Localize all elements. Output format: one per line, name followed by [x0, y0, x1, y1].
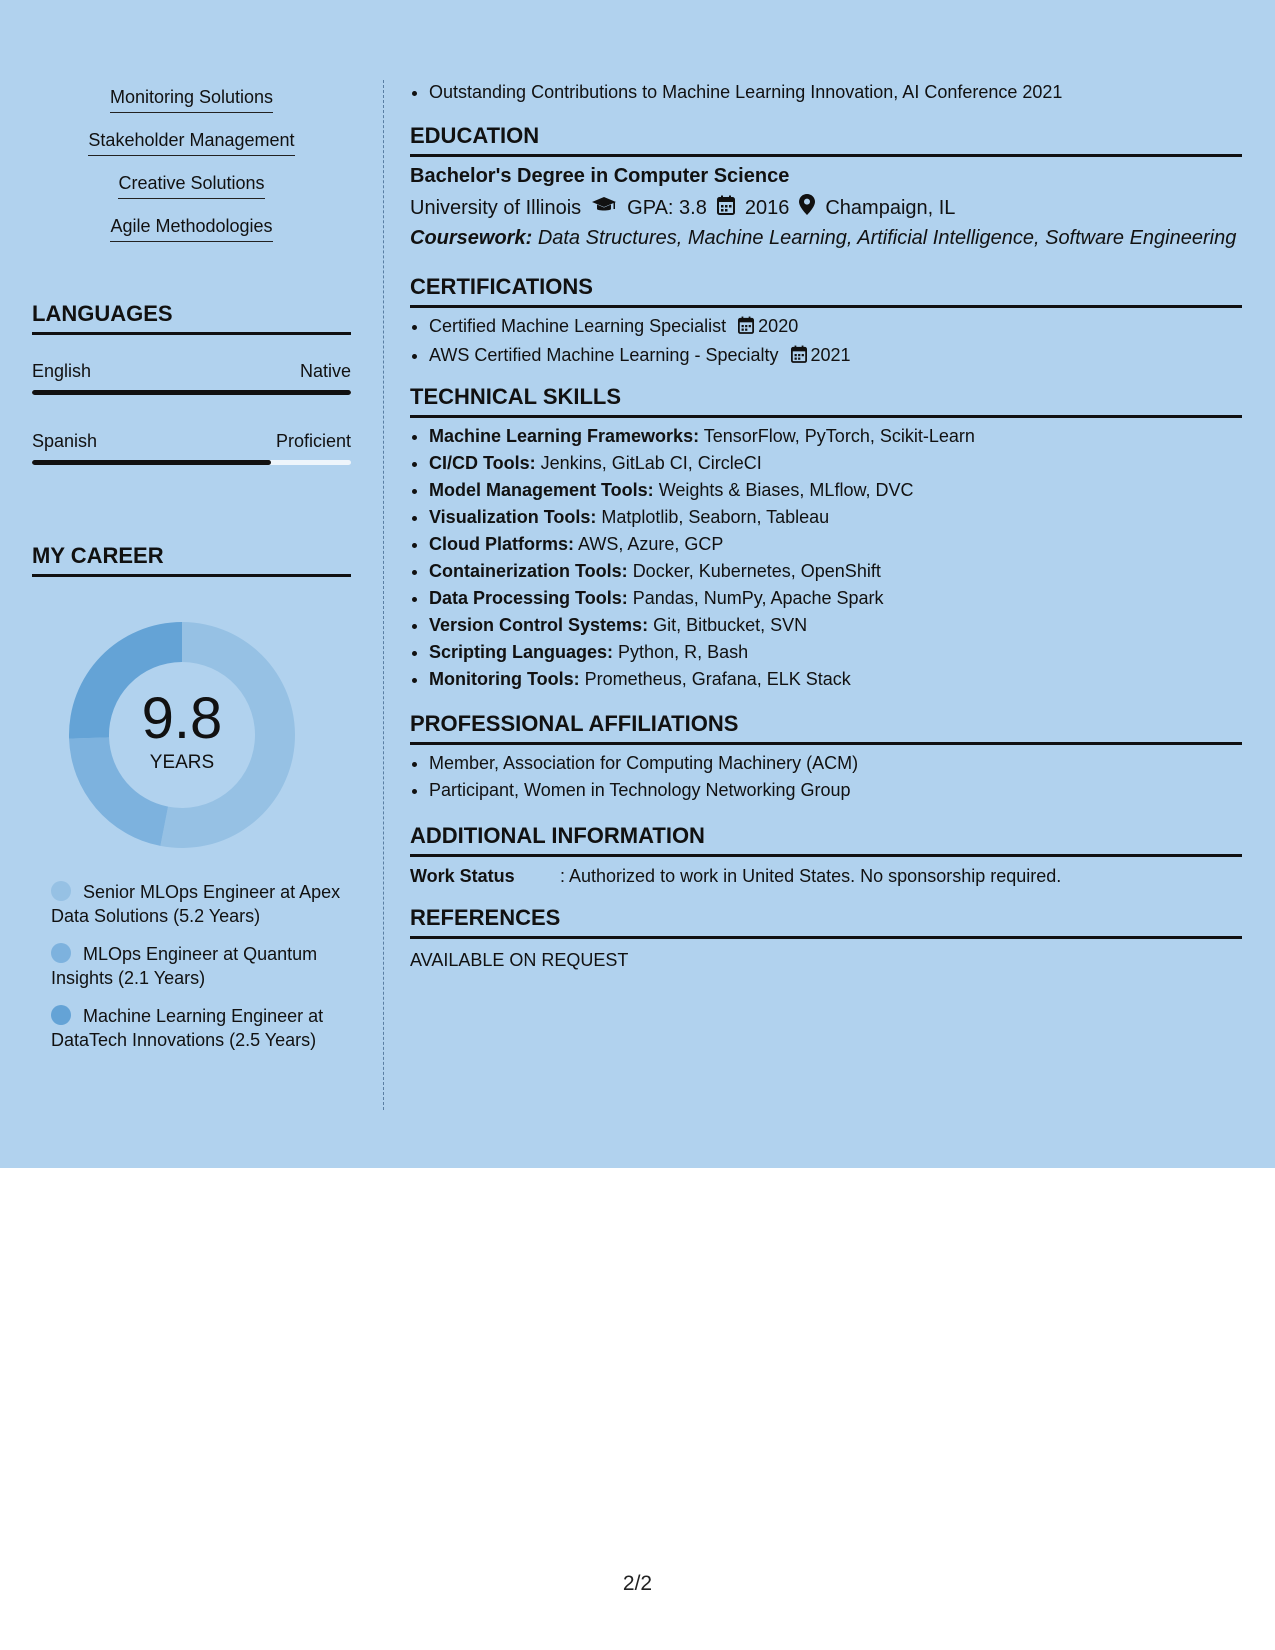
technical-skill-item — [429, 612, 975, 639]
career-heading: MY CAREER — [32, 543, 351, 577]
work-status-label: Work Status — [410, 866, 515, 886]
technical-skill-item — [429, 504, 975, 531]
technical-skill-label: CI/CD Tools: — [429, 453, 536, 473]
career-legend-item — [51, 880, 341, 928]
career-total-value: 9.8 — [141, 686, 223, 751]
career-donut-chart — [67, 620, 297, 850]
language-bar-fill — [32, 390, 351, 395]
language-level: Native — [299, 361, 351, 381]
certifications-heading: CERTIFICATIONS — [410, 274, 1242, 308]
technical-skill-value: Pandas, NumPy, Apache Spark — [632, 588, 884, 608]
soft-skill-item: Agile Methodologies — [110, 215, 272, 242]
technical-skill-value: Docker, Kubernetes, OpenShift — [632, 561, 881, 581]
column-divider — [383, 80, 384, 1110]
affiliations-list — [410, 750, 858, 804]
language-name: English — [32, 361, 92, 381]
career-legend-label: Senior MLOps Engineer at Apex Data Solutions (5.2 Years) — [51, 882, 341, 926]
technical-skill-value: TensorFlow, PyTorch, Scikit-Learn — [703, 426, 975, 446]
career-donut-slice — [69, 622, 182, 739]
legend-dot-icon — [51, 881, 71, 901]
technical-skills-list — [410, 423, 975, 693]
certification-name: Certified Machine Learning Specialist — [429, 316, 727, 336]
affiliation-item: • Member, Association for Computing Machinery (ACM) — [429, 750, 858, 777]
language-level: Proficient — [275, 431, 351, 451]
coursework-value: Data Structures, Machine Learning, Artificial Intelligence, Software Engineering — [537, 227, 1237, 249]
education-gpa: GPA: 3.8 — [627, 197, 707, 219]
technical-skill-item — [429, 531, 975, 558]
technical-skill-label: Visualization Tools: — [429, 507, 597, 527]
language-row — [32, 360, 351, 382]
language-bar — [32, 460, 351, 465]
additional-info-heading: ADDITIONAL INFORMATION — [410, 823, 1242, 857]
education-degree: Bachelor's Degree in Computer Science — [410, 165, 790, 187]
certification-item — [429, 313, 851, 342]
work-status-value: : Authorized to work in United States. No sponsorship required. — [560, 866, 1062, 886]
award-item: • Outstanding Contributions to Machine Learning Innovation, AI Conference 2021 — [429, 79, 1062, 106]
technical-skill-item — [429, 450, 975, 477]
technical-skill-value: Python, R, Bash — [618, 642, 749, 662]
technical-skill-item — [429, 477, 975, 504]
career-donut-slice — [69, 737, 168, 846]
graduation-cap-icon — [591, 195, 617, 221]
calendar-icon — [717, 195, 735, 222]
legend-dot-icon — [51, 943, 71, 963]
languages-heading: LANGUAGES — [32, 301, 351, 335]
certification-name: AWS Certified Machine Learning - Specialty — [429, 345, 779, 365]
work-status-row — [410, 864, 1061, 888]
references-heading: REFERENCES — [410, 905, 1242, 939]
technical-skill-label: Model Management Tools: — [429, 480, 654, 500]
technical-skill-item — [429, 585, 975, 612]
career-legend-label: Machine Learning Engineer at DataTech Innovations (2.5 Years) — [51, 1006, 324, 1050]
technical-skill-item — [429, 639, 975, 666]
legend-dot-icon — [51, 1005, 71, 1025]
technical-skill-value: Git, Bitbucket, SVN — [653, 615, 808, 635]
technical-skill-value: AWS, Azure, GCP — [578, 534, 724, 554]
soft-skills-list — [32, 86, 351, 258]
certification-item — [429, 342, 851, 371]
career-legend-item — [51, 1004, 341, 1052]
technical-skill-label: Monitoring Tools: — [429, 669, 580, 689]
certification-year: 2021 — [810, 345, 851, 365]
technical-skill-label: Containerization Tools: — [429, 561, 628, 581]
education-heading: EDUCATION — [410, 123, 1242, 157]
language-name: Spanish — [32, 431, 98, 451]
certification-year: 2020 — [758, 316, 799, 336]
technical-skills-heading: TECHNICAL SKILLS — [410, 384, 1242, 418]
technical-skill-value: Jenkins, GitLab CI, CircleCI — [540, 453, 762, 473]
language-bar — [32, 390, 351, 395]
coursework-label: Coursework: — [410, 227, 533, 249]
awards-list — [410, 79, 1062, 106]
education-school: University of Illinois — [410, 197, 582, 219]
technical-skill-value: Prometheus, Grafana, ELK Stack — [584, 669, 851, 689]
affiliation-item: • Participant, Women in Technology Networking Group — [429, 777, 858, 804]
education-coursework — [410, 225, 1236, 251]
career-legend-item — [51, 942, 341, 990]
calendar-icon — [791, 344, 807, 371]
language-row — [32, 430, 351, 452]
technical-skill-item — [429, 558, 975, 585]
references-value: AVAILABLE ON REQUEST — [410, 950, 629, 970]
technical-skill-label: Scripting Languages: — [429, 642, 614, 662]
career-legend — [51, 880, 341, 1066]
technical-skill-label: Machine Learning Frameworks: — [429, 426, 700, 446]
education-location: Champaign, IL — [825, 197, 956, 219]
technical-skill-label: Data Processing Tools: — [429, 588, 628, 608]
map-pin-icon — [799, 194, 815, 222]
soft-skill-item: Creative Solutions — [118, 172, 264, 199]
certifications-list — [410, 313, 851, 371]
career-total-unit: YEARS — [149, 752, 215, 773]
technical-skill-label: Version Control Systems: — [429, 615, 649, 635]
technical-skill-value: Matplotlib, Seaborn, Tableau — [601, 507, 830, 527]
soft-skill-item: Stakeholder Management — [88, 129, 294, 156]
affiliations-heading: PROFESSIONAL AFFILIATIONS — [410, 711, 1242, 745]
language-bar-fill — [32, 460, 271, 465]
technical-skill-item — [429, 423, 975, 450]
technical-skill-item — [429, 666, 975, 693]
education-meta — [410, 194, 955, 222]
calendar-icon — [738, 315, 754, 342]
page-number: 2/2 — [622, 1572, 653, 1595]
career-legend-label: MLOps Engineer at Quantum Insights (2.1 Years) — [51, 944, 318, 988]
technical-skill-label: Cloud Platforms: — [429, 534, 575, 554]
technical-skill-value: Weights & Biases, MLflow, DVC — [658, 480, 914, 500]
education-year: 2016 — [744, 197, 790, 219]
soft-skill-item: Monitoring Solutions — [110, 86, 273, 113]
